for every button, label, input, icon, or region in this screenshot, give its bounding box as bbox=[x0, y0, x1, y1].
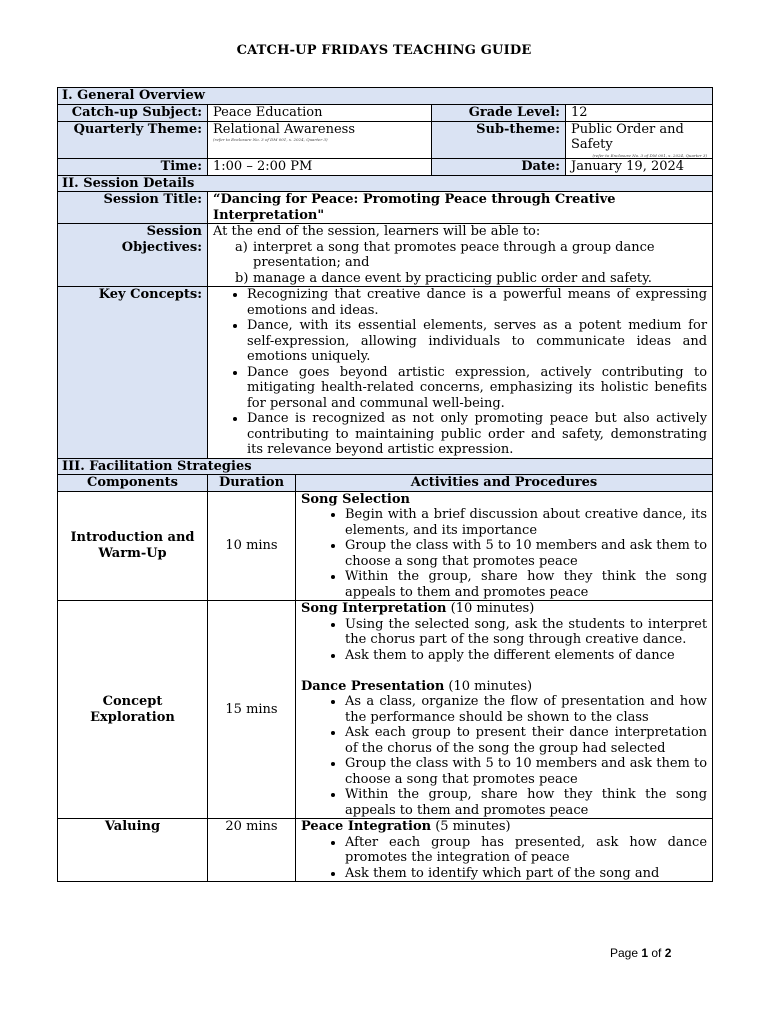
grade-level-label: Grade Level: bbox=[432, 104, 566, 121]
activity-time-peace-integration: (5 minutes) bbox=[431, 819, 511, 834]
key-concept-item: • Dance goes beyond artistic expression, actively contributing to mitigating health-related concerns, emphasizing its holistic benefits for personal and communal well-being. bbox=[247, 365, 707, 412]
activity-bullets bbox=[301, 617, 707, 664]
activity-bullet: • Ask them to identify which part of the song and bbox=[345, 866, 707, 882]
page-word: Page bbox=[610, 946, 642, 960]
page-number: 1 bbox=[641, 946, 649, 960]
duration-introduction: 10 mins bbox=[208, 491, 296, 601]
subject-value: Peace Education bbox=[208, 104, 432, 121]
activity-bullet: • After each group has presented, ask how dance promotes the integration of peace bbox=[345, 835, 707, 866]
section-heading-session-details: II. Session Details bbox=[58, 175, 713, 192]
time-label: Time: bbox=[58, 158, 208, 175]
objective-item bbox=[235, 239, 707, 271]
activity-title-song-interpretation: Song Interpretation bbox=[301, 601, 447, 616]
activity-bullet: • Using the selected song, ask the students to interpret the chorus part of the song through creative dance. bbox=[345, 617, 707, 648]
objectives-list bbox=[213, 240, 707, 287]
component-concept-exploration: Concept Exploration bbox=[58, 601, 208, 819]
column-header-duration: Duration bbox=[208, 475, 296, 492]
sub-theme-value: Public Order and Safety bbox=[571, 121, 684, 152]
activity-bullet: • Group the class with 5 to 10 members and ask them to choose a song that promotes peace bbox=[345, 538, 707, 569]
subject-label: Catch-up Subject: bbox=[58, 104, 208, 121]
teaching-guide-table bbox=[57, 87, 713, 882]
activity-time-song-interpretation: (10 minutes) bbox=[446, 601, 535, 616]
objective-text: interpret a song that promotes peace through a group dance presentation; and bbox=[253, 239, 655, 270]
activity-bullet: • As a class, organize the flow of presentation and how the performance should be shown to the class bbox=[345, 694, 707, 725]
duration-valuing: 20 mins bbox=[208, 819, 296, 882]
activity-bullet: • Group the class with 5 to 10 members and ask them to choose a song that promotes peace bbox=[345, 756, 707, 787]
activities-introduction bbox=[296, 491, 713, 601]
key-concept-item: • Dance is recognized as not only promoting peace but also actively contributing to maintaining public order and safety, demonstrating its relevance beyond artistic expression. bbox=[247, 411, 707, 458]
quarterly-theme-cell bbox=[208, 121, 432, 158]
key-concept-item: • Dance, with its essential elements, serves as a potent medium for self-expression, allowing individuals to communicate ideas and emotions uniquely. bbox=[247, 318, 707, 365]
time-value: 1:00 – 2:00 PM bbox=[208, 158, 432, 175]
sub-theme-label: Sub-theme: bbox=[432, 121, 566, 158]
activity-heading-dance-presentation bbox=[301, 679, 707, 695]
page-of-word: of bbox=[648, 946, 665, 960]
key-concepts-cell bbox=[208, 287, 713, 459]
activity-bullet: • Within the group, share how they think the song appeals to them and promotes peace bbox=[345, 787, 707, 818]
key-concepts-list bbox=[213, 287, 707, 458]
column-header-components: Components bbox=[58, 475, 208, 492]
sub-theme-cell bbox=[566, 121, 713, 158]
objective-marker: a) bbox=[235, 239, 248, 255]
session-objectives-label bbox=[58, 224, 208, 287]
session-objectives-label-line2: Objectives: bbox=[121, 239, 202, 255]
section-heading-facilitation: III. Facilitation Strategies bbox=[58, 458, 713, 475]
objective-text: manage a dance event by practicing public order and safety. bbox=[253, 270, 652, 286]
column-header-activities: Activities and Procedures bbox=[296, 475, 713, 492]
date-label: Date: bbox=[432, 158, 566, 175]
session-objectives-label-line1: Session bbox=[146, 224, 202, 239]
activity-bullets bbox=[301, 835, 707, 882]
date-value: January 19, 2024 bbox=[566, 158, 713, 175]
objective-item bbox=[235, 270, 707, 287]
activity-title-peace-integration: Peace Integration bbox=[301, 819, 432, 834]
objective-marker: b) bbox=[235, 270, 249, 286]
activity-bullet: • Begin with a brief discussion about creative dance, its elements, and its importance bbox=[345, 507, 707, 538]
activity-time-dance-presentation: (10 minutes) bbox=[444, 678, 533, 694]
activity-bullets bbox=[301, 694, 707, 818]
section-heading-general-overview: I. General Overview bbox=[58, 88, 713, 105]
activity-bullet: • Ask each group to present their dance interpretation of the chorus of the song the group had selected bbox=[345, 725, 707, 756]
grade-level-value: 12 bbox=[566, 104, 713, 121]
activity-title-dance-presentation: Dance Presentation bbox=[301, 678, 445, 694]
document-title: CATCH-UP FRIDAYS TEACHING GUIDE bbox=[236, 43, 532, 58]
activity-bullet: • Within the group, share how they think the song appeals to them and promotes peace bbox=[345, 569, 707, 600]
quarterly-theme-note: (refer to Enclosure No. 3 of DM 001, s. 2024, Quarter 3) bbox=[213, 137, 328, 142]
activity-title-song-selection: Song Selection bbox=[301, 491, 410, 507]
quarterly-theme-value: Relational Awareness bbox=[213, 121, 356, 137]
activity-heading-peace-integration bbox=[301, 819, 707, 835]
activity-heading-song-interpretation bbox=[301, 601, 707, 617]
component-introduction: Introduction and Warm-Up bbox=[58, 491, 208, 601]
key-concepts-label: Key Concepts: bbox=[58, 287, 208, 459]
activity-bullet: • Ask them to apply the different elements of dance bbox=[345, 648, 707, 664]
activity-bullets bbox=[301, 507, 707, 600]
objectives-intro: At the end of the session, learners will be able to: bbox=[213, 224, 541, 239]
key-concept-item: • Recognizing that creative dance is a powerful means of expressing emotions and ideas. bbox=[247, 287, 707, 318]
session-title-label: Session Title: bbox=[58, 192, 208, 224]
sub-theme-note: (refer to Enclosure No. 3 of DM 001, s. 2024, Quarter 3) bbox=[592, 152, 708, 158]
session-title-value: “Dancing for Peace: Promoting Peace through Creative Interpretation" bbox=[208, 192, 713, 224]
activities-valuing bbox=[296, 819, 713, 882]
activities-concept-exploration bbox=[296, 601, 713, 819]
component-valuing: Valuing bbox=[58, 819, 208, 882]
page-total: 2 bbox=[664, 946, 672, 960]
spacer bbox=[301, 663, 707, 679]
quarterly-theme-label: Quarterly Theme: bbox=[58, 121, 208, 158]
page-footer bbox=[610, 946, 671, 960]
session-objectives-cell bbox=[208, 224, 713, 287]
duration-concept-exploration: 15 mins bbox=[208, 601, 296, 819]
